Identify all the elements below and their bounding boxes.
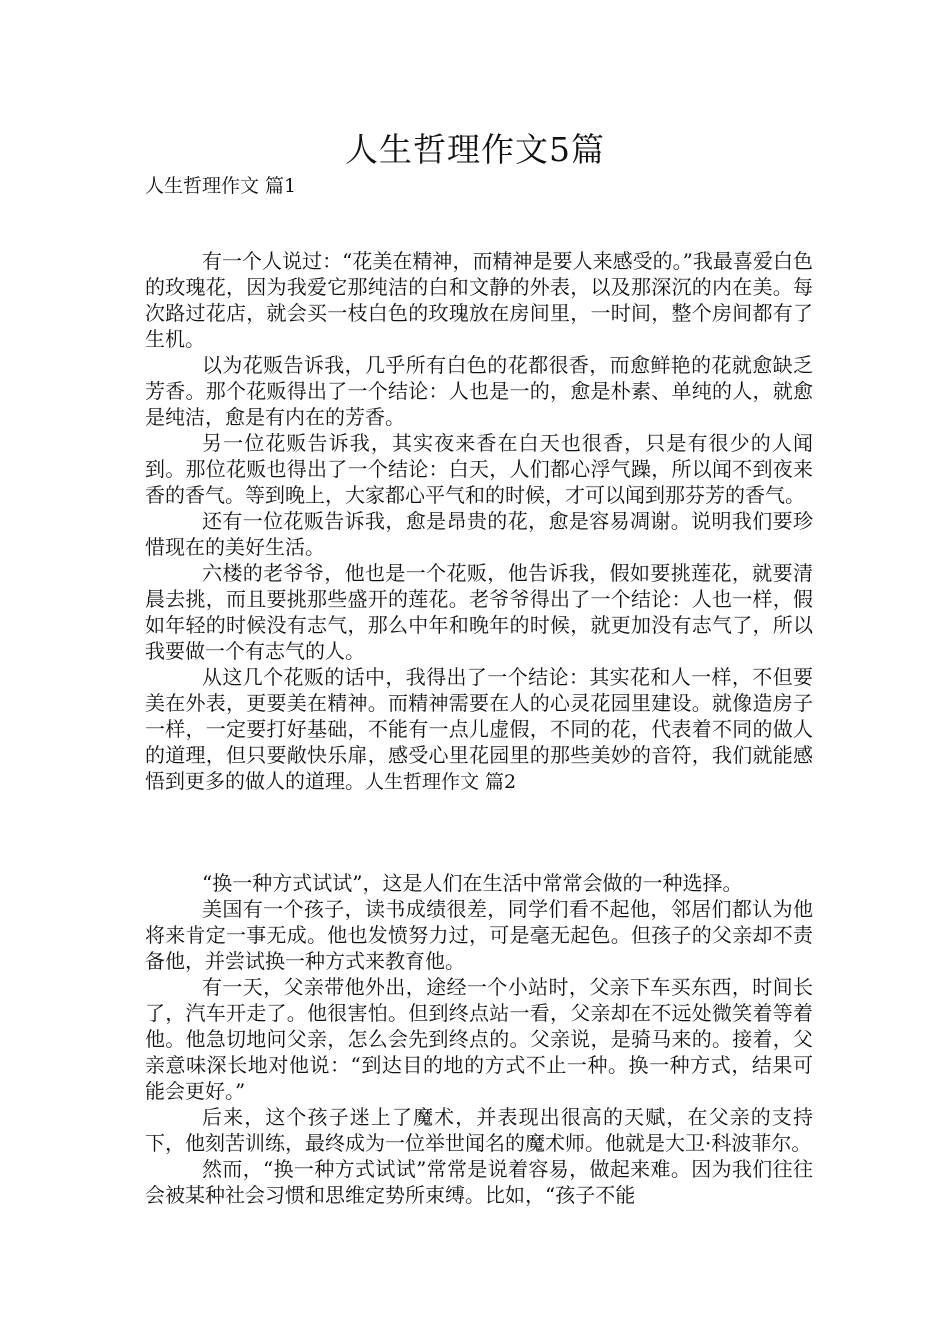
paragraph: 另一位花贩告诉我，其实夜来香在白天也很香，只是有很少的人闻到。那位花贩也得出了一个结论：白天，人们都心浮气躁，所以闻不到夜来香的香气。等到晚上，大家都心平气和的时候，才可以闻到那芬芳的香气。 (145, 431, 813, 507)
paragraph: 美国有一个孩子，读书成绩很差，同学们看不起他，邻居们都认为他将来肯定一事无成。他也发愤努力过，可是毫无起色。但孩子的父亲却不责备他，并尝试换一种方式来教育他。 (145, 897, 813, 973)
paragraph: 以为花贩告诉我，几乎所有白色的花都很香，而愈鲜艳的花就愈缺乏芳香。那个花贩得出了一个结论：人也是一的，愈是朴素、单纯的人，就愈是纯洁，愈是有内在的芳香。 (145, 353, 813, 429)
paragraph: 后来，这个孩子迷上了魔术，并表现出很高的天赋，在父亲的支持下，他刻苦训练，最终成为一位举世闻名的魔术师。他就是大卫·科波菲尔。 (145, 1105, 813, 1155)
paragraph: 然而，“换一种方式试试”常常是说着容易，做起来难。因为我们往往会被某种社会习惯和思维定势所束缚。比如，“孩子不能 (145, 1157, 813, 1207)
section-1-body (145, 248, 813, 795)
paragraph-text: 从这几个花贩的话中，我得出了一个结论：其实花和人一样，不但要美在外表，更要美在精神。而精神需要在人的心灵花园里建设。就像造房子一样，一定要打好基础，不能有一点儿虚假，不同的花，代表着不同的做人的道理，但只要敞快乐扉，感受心里花园里的那些美妙的音符，我们就能感悟到更多的做人的道理。 (145, 665, 813, 793)
paragraph: 有一个人说过：“花美在精神，而精神是要人来感受的。”我最喜爱白色的玫瑰花，因为我爱它那纯洁的白和文静的外表，以及那深沉的内在美。每次路过花店，就会买一枝白色的玫瑰放在房间里，一时间，整个房间都有了生机。 (145, 249, 813, 351)
paragraph: 有一天，父亲带他外出，途经一个小站时，父亲下车买东西，时间长了，汽车开走了。他很害怕。但到终点站一看，父亲却在不远处微笑着等着他。他急切地问父亲，怎么会先到终点的。父亲说，是骑马来的。接着，父亲意味深长地对他说：“到达目的地的方式不止一种。换一种方式，结果可能会更好。” (145, 975, 813, 1103)
section-2-body (145, 870, 813, 1208)
paragraph: 六楼的老爷爷，他也是一个花贩，他告诉我，假如要挑莲花，就要清晨去挑，而且要挑那些盛开的莲花。老爷爷得出了一个结论：人也一样，假如年轻的时候没有志气，那么中年和晚年的时候，就更加没有志气了，所以我要做一个有志气的人。 (145, 561, 813, 663)
paragraph: 还有一位花贩告诉我，愈是昂贵的花，愈是容易凋谢。说明我们要珍惜现在的美好生活。 (145, 509, 813, 559)
paragraph-with-inline-heading (145, 664, 813, 795)
paragraph: “换一种方式试试”，这是人们在生活中常常会做的一种选择。 (202, 871, 743, 895)
document-title: 人生哲理作文5篇 (345, 130, 605, 169)
section-2-heading: 人生哲理作文 篇2 (365, 771, 517, 793)
section-1-heading: 人生哲理作文 篇1 (145, 175, 297, 197)
